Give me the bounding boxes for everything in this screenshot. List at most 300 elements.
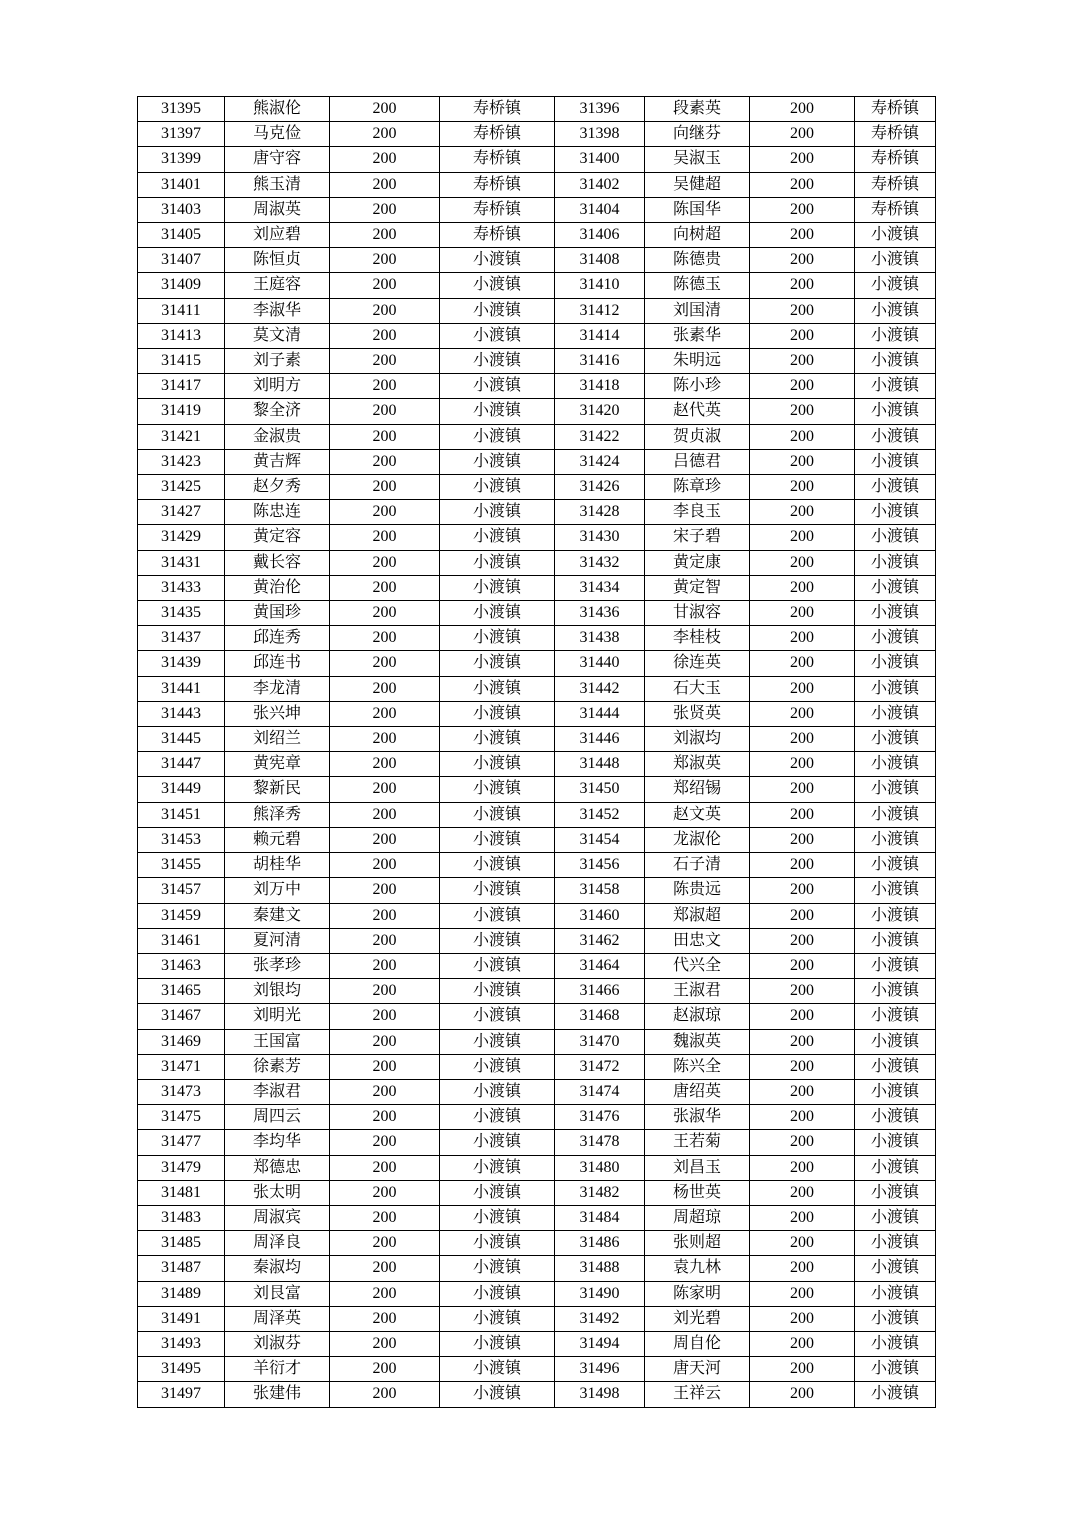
- name-cell: 黄定康: [645, 550, 750, 575]
- town-cell: 小渡镇: [855, 651, 936, 676]
- amount-cell: 200: [750, 827, 855, 852]
- town-cell: 小渡镇: [440, 500, 555, 525]
- town-cell: 寿桥镇: [440, 172, 555, 197]
- roster-table: [137, 96, 936, 1408]
- town-cell: 小渡镇: [855, 424, 936, 449]
- amount-cell: 200: [750, 424, 855, 449]
- entry-id-cell: 31476: [555, 1105, 645, 1130]
- name-cell: 陈兴全: [645, 1054, 750, 1079]
- table-row: [138, 777, 936, 802]
- amount-cell: 200: [750, 1180, 855, 1205]
- name-cell: 刘艮富: [225, 1281, 330, 1306]
- table-row: [138, 701, 936, 726]
- amount-cell: 200: [750, 752, 855, 777]
- name-cell: 赵代英: [645, 399, 750, 424]
- amount-cell: 200: [330, 1155, 440, 1180]
- entry-id-cell: 31493: [138, 1331, 225, 1356]
- name-cell: 周超琼: [645, 1205, 750, 1230]
- entry-id-cell: 31420: [555, 399, 645, 424]
- name-cell: 刘国清: [645, 298, 750, 323]
- name-cell: 刘绍兰: [225, 727, 330, 752]
- town-cell: 小渡镇: [855, 1180, 936, 1205]
- entry-id-cell: 31412: [555, 298, 645, 323]
- table-row: [138, 1029, 936, 1054]
- town-cell: 小渡镇: [440, 273, 555, 298]
- amount-cell: 200: [750, 475, 855, 500]
- town-cell: 小渡镇: [440, 802, 555, 827]
- town-cell: 小渡镇: [440, 903, 555, 928]
- name-cell: 邱连秀: [225, 626, 330, 651]
- amount-cell: 200: [330, 1130, 440, 1155]
- amount-cell: 200: [330, 701, 440, 726]
- entry-id-cell: 31430: [555, 525, 645, 550]
- amount-cell: 200: [750, 979, 855, 1004]
- name-cell: 袁九林: [645, 1256, 750, 1281]
- town-cell: 寿桥镇: [855, 97, 936, 122]
- town-cell: 小渡镇: [855, 1357, 936, 1382]
- amount-cell: 200: [750, 1357, 855, 1382]
- amount-cell: 200: [330, 273, 440, 298]
- town-cell: 寿桥镇: [855, 172, 936, 197]
- town-cell: 小渡镇: [440, 928, 555, 953]
- amount-cell: 200: [750, 1004, 855, 1029]
- entry-id-cell: 31397: [138, 122, 225, 147]
- town-cell: 小渡镇: [440, 248, 555, 273]
- table-row: [138, 575, 936, 600]
- town-cell: 小渡镇: [855, 626, 936, 651]
- table-row: [138, 676, 936, 701]
- entry-id-cell: 31486: [555, 1231, 645, 1256]
- amount-cell: 200: [330, 601, 440, 626]
- amount-cell: 200: [330, 248, 440, 273]
- amount-cell: 200: [330, 147, 440, 172]
- name-cell: 陈国华: [645, 197, 750, 222]
- town-cell: 小渡镇: [440, 1331, 555, 1356]
- table-row: [138, 1256, 936, 1281]
- amount-cell: 200: [750, 223, 855, 248]
- town-cell: 小渡镇: [440, 525, 555, 550]
- town-cell: 小渡镇: [855, 979, 936, 1004]
- town-cell: 小渡镇: [855, 500, 936, 525]
- name-cell: 刘银均: [225, 979, 330, 1004]
- town-cell: 小渡镇: [855, 752, 936, 777]
- amount-cell: 200: [330, 1004, 440, 1029]
- entry-id-cell: 31462: [555, 928, 645, 953]
- name-cell: 赖元碧: [225, 827, 330, 852]
- town-cell: 小渡镇: [440, 953, 555, 978]
- town-cell: 小渡镇: [855, 727, 936, 752]
- amount-cell: 200: [750, 525, 855, 550]
- amount-cell: 200: [330, 374, 440, 399]
- amount-cell: 200: [750, 248, 855, 273]
- town-cell: 小渡镇: [440, 349, 555, 374]
- amount-cell: 200: [330, 1306, 440, 1331]
- name-cell: 金淑贵: [225, 424, 330, 449]
- entry-id-cell: 31496: [555, 1357, 645, 1382]
- table-row: [138, 1382, 936, 1407]
- entry-id-cell: 31445: [138, 727, 225, 752]
- entry-id-cell: 31433: [138, 575, 225, 600]
- amount-cell: 200: [330, 1054, 440, 1079]
- table-row: [138, 1231, 936, 1256]
- name-cell: 唐守容: [225, 147, 330, 172]
- entry-id-cell: 31475: [138, 1105, 225, 1130]
- town-cell: 小渡镇: [440, 626, 555, 651]
- town-cell: 小渡镇: [855, 1079, 936, 1104]
- entry-id-cell: 31492: [555, 1306, 645, 1331]
- town-cell: 寿桥镇: [440, 122, 555, 147]
- name-cell: 朱明远: [645, 349, 750, 374]
- table-row: [138, 525, 936, 550]
- entry-id-cell: 31451: [138, 802, 225, 827]
- table-row: [138, 1180, 936, 1205]
- entry-id-cell: 31480: [555, 1155, 645, 1180]
- amount-cell: 200: [750, 1054, 855, 1079]
- name-cell: 宋子碧: [645, 525, 750, 550]
- amount-cell: 200: [330, 777, 440, 802]
- entry-id-cell: 31399: [138, 147, 225, 172]
- amount-cell: 200: [330, 853, 440, 878]
- entry-id-cell: 31438: [555, 626, 645, 651]
- entry-id-cell: 31461: [138, 928, 225, 953]
- amount-cell: 200: [330, 122, 440, 147]
- entry-id-cell: 31460: [555, 903, 645, 928]
- entry-id-cell: 31439: [138, 651, 225, 676]
- town-cell: 小渡镇: [440, 853, 555, 878]
- entry-id-cell: 31450: [555, 777, 645, 802]
- name-cell: 黄国珍: [225, 601, 330, 626]
- entry-id-cell: 31487: [138, 1256, 225, 1281]
- town-cell: 小渡镇: [440, 1004, 555, 1029]
- entry-id-cell: 31454: [555, 827, 645, 852]
- entry-id-cell: 31456: [555, 853, 645, 878]
- town-cell: 小渡镇: [440, 1155, 555, 1180]
- town-cell: 小渡镇: [855, 575, 936, 600]
- table-row: [138, 500, 936, 525]
- entry-id-cell: 31478: [555, 1130, 645, 1155]
- table-row: [138, 727, 936, 752]
- entry-id-cell: 31490: [555, 1281, 645, 1306]
- town-cell: 小渡镇: [855, 449, 936, 474]
- amount-cell: 200: [330, 727, 440, 752]
- amount-cell: 200: [750, 1079, 855, 1104]
- name-cell: 张建伟: [225, 1382, 330, 1407]
- amount-cell: 200: [750, 298, 855, 323]
- amount-cell: 200: [330, 1029, 440, 1054]
- amount-cell: 200: [750, 1256, 855, 1281]
- entry-id-cell: 31406: [555, 223, 645, 248]
- table-row: [138, 903, 936, 928]
- name-cell: 周泽良: [225, 1231, 330, 1256]
- town-cell: 小渡镇: [855, 399, 936, 424]
- town-cell: 小渡镇: [855, 1331, 936, 1356]
- entry-id-cell: 31495: [138, 1357, 225, 1382]
- name-cell: 秦建文: [225, 903, 330, 928]
- town-cell: 小渡镇: [440, 1281, 555, 1306]
- name-cell: 陈忠连: [225, 500, 330, 525]
- town-cell: 小渡镇: [855, 601, 936, 626]
- name-cell: 张兴坤: [225, 701, 330, 726]
- town-cell: 小渡镇: [440, 575, 555, 600]
- table-row: [138, 1004, 936, 1029]
- entry-id-cell: 31418: [555, 374, 645, 399]
- town-cell: 小渡镇: [440, 424, 555, 449]
- town-cell: 小渡镇: [440, 1306, 555, 1331]
- entry-id-cell: 31446: [555, 727, 645, 752]
- entry-id-cell: 31398: [555, 122, 645, 147]
- name-cell: 刘明方: [225, 374, 330, 399]
- entry-id-cell: 31484: [555, 1205, 645, 1230]
- table-row: [138, 197, 936, 222]
- amount-cell: 200: [330, 1256, 440, 1281]
- name-cell: 周淑英: [225, 197, 330, 222]
- entry-id-cell: 31455: [138, 853, 225, 878]
- town-cell: 小渡镇: [855, 777, 936, 802]
- name-cell: 田忠文: [645, 928, 750, 953]
- amount-cell: 200: [750, 1029, 855, 1054]
- name-cell: 熊玉清: [225, 172, 330, 197]
- name-cell: 张则超: [645, 1231, 750, 1256]
- entry-id-cell: 31431: [138, 550, 225, 575]
- entry-id-cell: 31408: [555, 248, 645, 273]
- town-cell: 小渡镇: [855, 1256, 936, 1281]
- amount-cell: 200: [330, 298, 440, 323]
- town-cell: 寿桥镇: [440, 97, 555, 122]
- entry-id-cell: 31463: [138, 953, 225, 978]
- amount-cell: 200: [330, 827, 440, 852]
- town-cell: 小渡镇: [855, 349, 936, 374]
- amount-cell: 200: [750, 1281, 855, 1306]
- town-cell: 小渡镇: [855, 475, 936, 500]
- entry-id-cell: 31474: [555, 1079, 645, 1104]
- name-cell: 王庭容: [225, 273, 330, 298]
- name-cell: 黎全济: [225, 399, 330, 424]
- table-row: [138, 928, 936, 953]
- town-cell: 小渡镇: [855, 1205, 936, 1230]
- name-cell: 向树超: [645, 223, 750, 248]
- town-cell: 小渡镇: [855, 1004, 936, 1029]
- amount-cell: 200: [750, 97, 855, 122]
- town-cell: 小渡镇: [440, 651, 555, 676]
- town-cell: 小渡镇: [440, 323, 555, 348]
- name-cell: 郑绍锡: [645, 777, 750, 802]
- amount-cell: 200: [750, 1331, 855, 1356]
- amount-cell: 200: [750, 676, 855, 701]
- name-cell: 张太明: [225, 1180, 330, 1205]
- table-row: [138, 651, 936, 676]
- entry-id-cell: 31449: [138, 777, 225, 802]
- entry-id-cell: 31464: [555, 953, 645, 978]
- amount-cell: 200: [330, 928, 440, 953]
- entry-id-cell: 31442: [555, 676, 645, 701]
- town-cell: 小渡镇: [855, 248, 936, 273]
- table-row: [138, 273, 936, 298]
- entry-id-cell: 31441: [138, 676, 225, 701]
- name-cell: 陈德贵: [645, 248, 750, 273]
- amount-cell: 200: [750, 727, 855, 752]
- town-cell: 小渡镇: [440, 298, 555, 323]
- amount-cell: 200: [750, 777, 855, 802]
- name-cell: 赵淑琼: [645, 1004, 750, 1029]
- town-cell: 寿桥镇: [855, 147, 936, 172]
- entry-id-cell: 31457: [138, 878, 225, 903]
- entry-id-cell: 31467: [138, 1004, 225, 1029]
- name-cell: 赵夕秀: [225, 475, 330, 500]
- amount-cell: 200: [750, 374, 855, 399]
- entry-id-cell: 31413: [138, 323, 225, 348]
- table-row: [138, 1155, 936, 1180]
- town-cell: 小渡镇: [855, 1281, 936, 1306]
- entry-id-cell: 31437: [138, 626, 225, 651]
- table-row: [138, 1331, 936, 1356]
- town-cell: 小渡镇: [440, 475, 555, 500]
- name-cell: 戴长容: [225, 550, 330, 575]
- town-cell: 小渡镇: [855, 878, 936, 903]
- table-row: [138, 374, 936, 399]
- name-cell: 莫文清: [225, 323, 330, 348]
- table-row: [138, 1306, 936, 1331]
- town-cell: 小渡镇: [855, 550, 936, 575]
- amount-cell: 200: [750, 273, 855, 298]
- name-cell: 夏河清: [225, 928, 330, 953]
- name-cell: 徐连英: [645, 651, 750, 676]
- town-cell: 小渡镇: [855, 903, 936, 928]
- name-cell: 魏淑英: [645, 1029, 750, 1054]
- town-cell: 小渡镇: [855, 374, 936, 399]
- town-cell: 小渡镇: [855, 298, 936, 323]
- amount-cell: 200: [330, 1079, 440, 1104]
- amount-cell: 200: [750, 903, 855, 928]
- entry-id-cell: 31466: [555, 979, 645, 1004]
- amount-cell: 200: [330, 223, 440, 248]
- table-row: [138, 97, 936, 122]
- amount-cell: 200: [330, 1357, 440, 1382]
- town-cell: 小渡镇: [440, 1205, 555, 1230]
- town-cell: 小渡镇: [855, 953, 936, 978]
- town-cell: 小渡镇: [855, 676, 936, 701]
- entry-id-cell: 31479: [138, 1155, 225, 1180]
- name-cell: 熊淑伦: [225, 97, 330, 122]
- entry-id-cell: 31428: [555, 500, 645, 525]
- name-cell: 黄定智: [645, 575, 750, 600]
- amount-cell: 200: [750, 1130, 855, 1155]
- entry-id-cell: 31411: [138, 298, 225, 323]
- amount-cell: 200: [330, 802, 440, 827]
- amount-cell: 200: [750, 349, 855, 374]
- entry-id-cell: 31407: [138, 248, 225, 273]
- entry-id-cell: 31404: [555, 197, 645, 222]
- town-cell: 小渡镇: [855, 1029, 936, 1054]
- name-cell: 周淑宾: [225, 1205, 330, 1230]
- table-row: [138, 1054, 936, 1079]
- name-cell: 贺贞淑: [645, 424, 750, 449]
- table-row: [138, 853, 936, 878]
- town-cell: 小渡镇: [440, 399, 555, 424]
- town-cell: 小渡镇: [855, 1155, 936, 1180]
- amount-cell: 200: [330, 172, 440, 197]
- amount-cell: 200: [330, 323, 440, 348]
- entry-id-cell: 31481: [138, 1180, 225, 1205]
- amount-cell: 200: [750, 500, 855, 525]
- town-cell: 小渡镇: [855, 928, 936, 953]
- entry-id-cell: 31417: [138, 374, 225, 399]
- amount-cell: 200: [750, 1231, 855, 1256]
- name-cell: 李良玉: [645, 500, 750, 525]
- town-cell: 小渡镇: [440, 1382, 555, 1407]
- town-cell: 小渡镇: [855, 1306, 936, 1331]
- entry-id-cell: 31403: [138, 197, 225, 222]
- entry-id-cell: 31448: [555, 752, 645, 777]
- town-cell: 小渡镇: [440, 1130, 555, 1155]
- name-cell: 邱连书: [225, 651, 330, 676]
- entry-id-cell: 31444: [555, 701, 645, 726]
- name-cell: 代兴全: [645, 953, 750, 978]
- town-cell: 小渡镇: [440, 777, 555, 802]
- table-row: [138, 979, 936, 1004]
- name-cell: 刘子素: [225, 349, 330, 374]
- entry-id-cell: 31470: [555, 1029, 645, 1054]
- amount-cell: 200: [330, 878, 440, 903]
- entry-id-cell: 31422: [555, 424, 645, 449]
- table-row: [138, 1205, 936, 1230]
- name-cell: 甘淑容: [645, 601, 750, 626]
- amount-cell: 200: [330, 197, 440, 222]
- town-cell: 小渡镇: [440, 374, 555, 399]
- amount-cell: 200: [330, 424, 440, 449]
- amount-cell: 200: [330, 1331, 440, 1356]
- amount-cell: 200: [330, 626, 440, 651]
- name-cell: 陈恒贞: [225, 248, 330, 273]
- entry-id-cell: 31443: [138, 701, 225, 726]
- amount-cell: 200: [750, 701, 855, 726]
- name-cell: 黄定容: [225, 525, 330, 550]
- amount-cell: 200: [750, 928, 855, 953]
- table-row: [138, 147, 936, 172]
- name-cell: 熊泽秀: [225, 802, 330, 827]
- name-cell: 刘光碧: [645, 1306, 750, 1331]
- name-cell: 陈小珍: [645, 374, 750, 399]
- entry-id-cell: 31477: [138, 1130, 225, 1155]
- entry-id-cell: 31429: [138, 525, 225, 550]
- table-row: [138, 1357, 936, 1382]
- amount-cell: 200: [750, 601, 855, 626]
- table-row: [138, 298, 936, 323]
- entry-id-cell: 31453: [138, 827, 225, 852]
- town-cell: 寿桥镇: [855, 122, 936, 147]
- entry-id-cell: 31432: [555, 550, 645, 575]
- table-row: [138, 550, 936, 575]
- town-cell: 小渡镇: [855, 1382, 936, 1407]
- table-row: [138, 626, 936, 651]
- town-cell: 小渡镇: [440, 1105, 555, 1130]
- amount-cell: 200: [330, 1231, 440, 1256]
- name-cell: 张贤英: [645, 701, 750, 726]
- name-cell: 周泽英: [225, 1306, 330, 1331]
- table-row: [138, 399, 936, 424]
- name-cell: 石子清: [645, 853, 750, 878]
- entry-id-cell: 31458: [555, 878, 645, 903]
- table-row: [138, 172, 936, 197]
- table-row: [138, 424, 936, 449]
- amount-cell: 200: [750, 878, 855, 903]
- table-row: [138, 827, 936, 852]
- amount-cell: 200: [750, 1382, 855, 1407]
- amount-cell: 200: [330, 349, 440, 374]
- name-cell: 刘明光: [225, 1004, 330, 1029]
- entry-id-cell: 31498: [555, 1382, 645, 1407]
- amount-cell: 200: [750, 197, 855, 222]
- entry-id-cell: 31497: [138, 1382, 225, 1407]
